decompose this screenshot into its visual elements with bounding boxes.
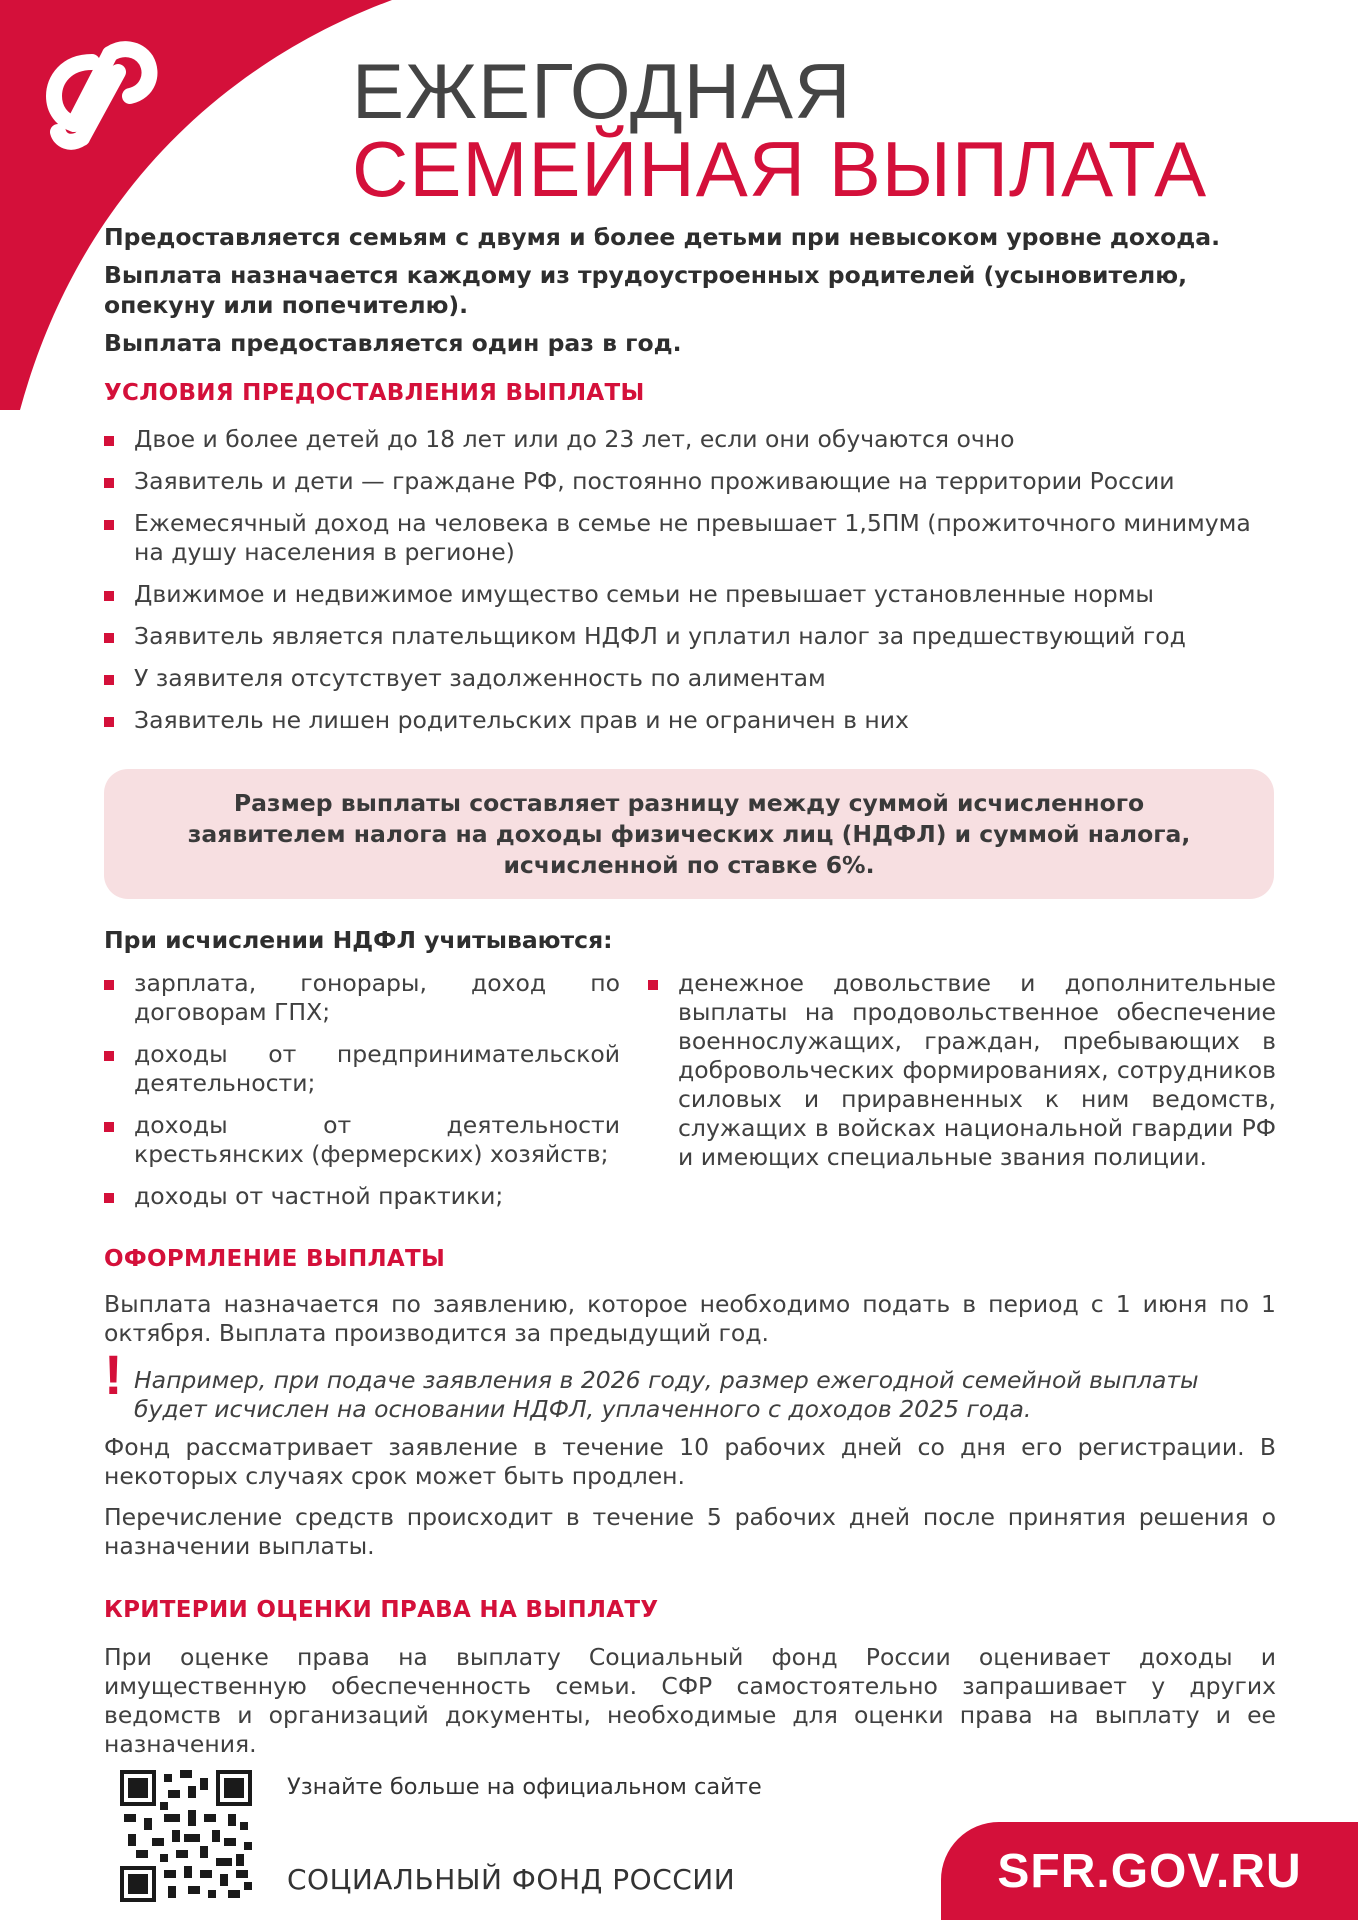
paragraph: Перечисление средств происходит в течение 5 рабочих дней после принятия решения о назначении выплаты. [104, 1503, 1276, 1560]
page-title [352, 47, 1208, 213]
ndfl-list-left [104, 969, 620, 1224]
list-item: Движимое и недвижимое имущество семьи не превышает установленные нормы [104, 580, 1280, 609]
list-item: Заявитель является плательщиком НДФЛ и уплатил налог за предшествующий год [104, 622, 1280, 651]
list-item: доходы от предпринимательской деятельности; [104, 1040, 620, 1098]
intro-block [104, 222, 1284, 366]
conditions-heading: УСЛОВИЯ ПРЕДОСТАВЛЕНИЯ ВЫПЛАТЫ [104, 380, 645, 406]
conditions-list [104, 425, 1280, 748]
paragraph: При оценке права на выплату Социальный фонд России оценивает доходы и имущественную обеспеченность семьи. СФР самостоятельно запрашивает у других ведомств и организаций документы, необходимые для оценки права на выплату и ее назначения. [104, 1643, 1276, 1758]
website-link[interactable]: SFR.GOV.RU [941, 1822, 1358, 1920]
intro-line: Выплата предоставляется один раз в год. [104, 329, 682, 357]
highlight-text: Размер выплаты составляет разницу между суммой исчисленного заявителем налога на доходы физических лиц (НДФЛ) и суммой налога, исчисленной по ставке 6%. [187, 788, 1191, 879]
ndfl-heading: При исчислении НДФЛ учитываются: [104, 926, 613, 954]
list-item: Ежемесячный доход на человека в семье не превышает 1,5ПМ (прожиточного минимума на душу населения в регионе) [104, 509, 1280, 567]
intro-line: Выплата назначается каждому из трудоустроенных родителей (усыновителю, опекуну или попечителю). [104, 261, 1188, 319]
example-note [104, 1343, 1276, 1424]
list-item: Заявитель и дети — граждане РФ, постоянно проживающие на территории России [104, 467, 1280, 496]
list-item: Двое и более детей до 18 лет или до 23 лет, если они обучаются очно [104, 425, 1280, 454]
list-item: У заявителя отсутствует задолженность по алиментам [104, 664, 1280, 693]
paragraph: Фонд рассматривает заявление в течение 10 рабочих дней со дня его регистрации. В некоторых случаях срок может быть продлен. [104, 1433, 1276, 1490]
organization-name: СОЦИАЛЬНЫЙ ФОНД РОССИИ [287, 1863, 736, 1896]
list-item: денежное довольствие и дополнительные выплаты на продовольственное обеспечение военнослужащих, граждан, пребывающих в добровольческих формированиях, сотрудников силовых и приравненных к ним ведомств, служащих в войсках национальной гвардии РФ и имеющих специальные звания полиции. [648, 969, 1276, 1172]
list-item: зарплата, гонорары, доход по договорам ГПХ; [104, 969, 620, 1027]
ndfl-list-right [648, 969, 1276, 1185]
highlight-box [104, 769, 1274, 899]
learn-more-text: Узнайте больше на официальном сайте [287, 1774, 762, 1800]
registration-text-2 [104, 1433, 1276, 1573]
title-line-2: СЕМЕЙНАЯ ВЫПЛАТА [352, 125, 1208, 213]
criteria-heading: КРИТЕРИИ ОЦЕНКИ ПРАВА НА ВЫПЛАТУ [104, 1597, 659, 1623]
registration-text [104, 1290, 1276, 1360]
list-item: доходы от деятельности крестьянских (фермерских) хозяйств; [104, 1111, 620, 1169]
registration-heading: ОФОРМЛЕНИЕ ВЫПЛАТЫ [104, 1246, 446, 1272]
paragraph: Выплата назначается по заявлению, которое необходимо подать в период с 1 июня по 1 октября. Выплата производится за предыдущий год. [104, 1290, 1276, 1347]
note-text: Например, при подаче заявления в 2026 году, размер ежегодной семейной выплаты будет исчислен на основании НДФЛ, уплаченного с доходов 2025 года. [134, 1366, 1199, 1423]
title-line-1: ЕЖЕГОДНАЯ [352, 47, 852, 135]
list-item: доходы от частной практики; [104, 1182, 620, 1211]
list-item: Заявитель не лишен родительских прав и не ограничен в них [104, 706, 1280, 735]
criteria-text [104, 1643, 1276, 1771]
qr-code-icon[interactable] [120, 1770, 252, 1902]
intro-line: Предоставляется семьям с двумя и более детьми при невысоком уровне дохода. [104, 223, 1221, 251]
exclamation-icon: ! [104, 1343, 123, 1406]
